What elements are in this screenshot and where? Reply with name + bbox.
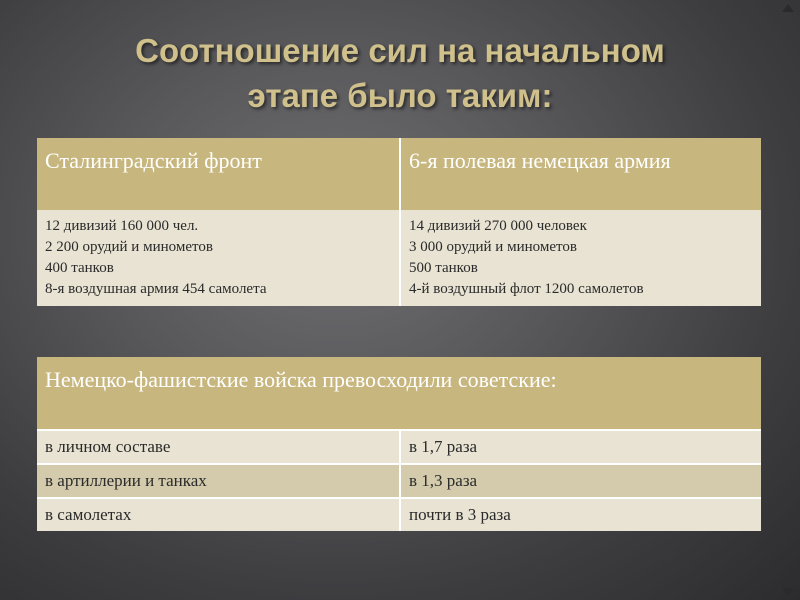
stalingrad-artillery: 2 200 орудий и минометов (45, 239, 213, 255)
superiority-header: Немецко-фашистские войска превосходили советские: (37, 357, 761, 430)
superiority-ratio: почти в 3 раза (400, 498, 761, 531)
stalingrad-divisions: 12 дивизий 160 000 чел. (45, 218, 199, 234)
stalingrad-front-forces-cell (37, 210, 400, 306)
header-german-6th-army: 6-я полевая немецкая армия (400, 138, 761, 210)
forces-table-header-row (37, 138, 761, 210)
slide-corner-down-marker (782, 588, 794, 596)
superiority-category: в самолетах (37, 498, 400, 531)
slide-title (40, 28, 760, 118)
header-stalingrad-front: Сталинградский фронт (37, 138, 400, 210)
forces-table-body-row (37, 210, 761, 306)
superiority-ratio: в 1,3 раза (400, 464, 761, 498)
german-tanks: 500 танков (409, 260, 478, 276)
superiority-category: в личном составе (37, 430, 400, 464)
superiority-header-row (37, 357, 761, 430)
table-row (37, 430, 761, 464)
forces-comparison-table (37, 138, 761, 306)
table-row (37, 498, 761, 531)
stalingrad-tanks: 400 танков (45, 260, 114, 276)
slide-title-line-1: Соотношение сил на начальном (135, 32, 665, 69)
german-aircraft: 4-й воздушный флот 1200 самолетов (409, 281, 644, 297)
german-6th-army-forces-cell (400, 210, 761, 306)
stalingrad-aircraft: 8-я воздушная армия 454 самолета (45, 281, 267, 297)
table-row (37, 464, 761, 498)
german-artillery: 3 000 орудий и минометов (409, 239, 577, 255)
slide-corner-up-marker (782, 4, 794, 12)
slide-title-line-2: этапе было таким: (247, 77, 553, 114)
superiority-ratio: в 1,7 раза (400, 430, 761, 464)
german-divisions: 14 дивизий 270 000 человек (409, 218, 587, 234)
superiority-table (37, 357, 761, 531)
superiority-category: в артиллерии и танках (37, 464, 400, 498)
